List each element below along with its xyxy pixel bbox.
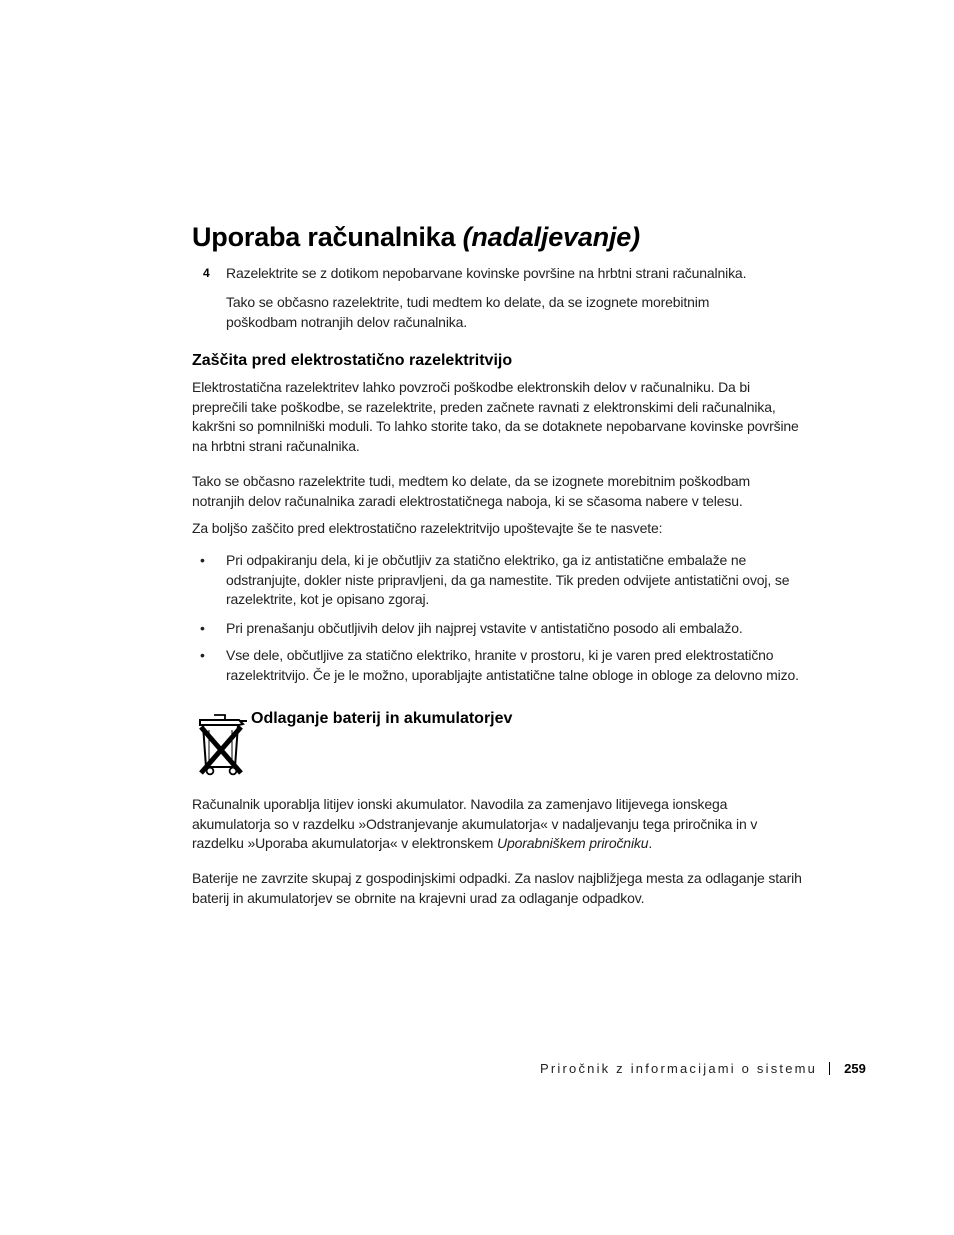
crossed-out-wheelie-bin-icon: [195, 711, 249, 777]
step-number: 4: [203, 266, 210, 280]
page-title-continued: (nadaljevanje): [462, 222, 640, 252]
footer-title: Priročnik z informacijami o sistemu: [540, 1061, 818, 1076]
list-item-text: Vse dele, občutljive za statično elektriko, hranite v prostoru, ki je varen pred elektrostatično razelektritvijo. Če je le možno, uporabljajte antistatične talne obloge in obloge za delovno mizo.: [226, 647, 799, 683]
esd-heading: Zaščita pred elektrostatično razelektritvijo: [192, 352, 513, 369]
esd-paragraph-2: Tako se občasno razelektrite tudi, medtem ko delate, da se izognete morebitnim poškodbam notranjih delov računalnika zaradi elektrostatičnega naboja, ki se sčasoma nabere v telesu.: [192, 473, 750, 509]
esd-paragraph-1: Elektrostatična razelektritev lahko povzroči poškodbe elektronskih delov v računalniku. Da bi preprečili take poškodbe, se razelektrite, preden začnete ravnati z elektronskimi deli računalnika, kakršni so pomnilniški moduli. To lahko storite tako, da se dotaknete nepobarvane kovinske površine na hrbtni strani računalnika.: [192, 379, 799, 454]
user-guide-reference: Uporabniškem priročniku: [497, 835, 649, 851]
page-title: [192, 222, 640, 253]
list-item: [192, 551, 802, 610]
esd-tips-list: [192, 551, 802, 685]
page-footer: [540, 1061, 866, 1076]
battery-paragraph-2: Baterije ne zavrzite skupaj z gospodinjskimi odpadki. Za naslov najbližjega mesta za odlaganje starih baterij in akumulatorjev se obrnite na krajevni urad za odlaganje odpadkov.: [192, 870, 802, 906]
list-item: [192, 646, 802, 685]
step-text: Razelektrite se z dotikom nepobarvane kovinske površine na hrbtni strani računalnika.: [226, 265, 747, 281]
list-item-text: Pri prenašanju občutljivih delov jih najprej vstavite v antistatično posodo ali embalažo.: [226, 619, 743, 636]
bullet-icon: •: [200, 619, 205, 636]
page-number: 259: [844, 1061, 866, 1076]
list-item-text: Pri odpakiranju dela, ki je občutljiv za statično elektriko, ga iz antistatične embalaže ne odstranjujte, dokler niste pripravljeni, da ga namestite. Tik preden odvijete antistatični ovoj, se razelektrite, kot je opisano zgoraj.: [226, 552, 790, 607]
battery-heading: Odlaganje baterij in akumulatorjev: [251, 710, 513, 727]
step-note: Tako se občasno razelektrite, tudi medtem ko delate, da se izognete morebitnim poškodbam notranjih delov računalnika.: [226, 294, 710, 330]
bullet-icon: •: [200, 647, 205, 663]
battery-paragraph-1: [192, 795, 784, 854]
esd-paragraph-3: Za boljšo zaščito pred elektrostatično razelektritvijo upoštevajte še te nasvete:: [192, 520, 663, 536]
list-item: [192, 619, 802, 639]
battery-paragraph-1-start: Računalnik uporablja litijev ionski akumulator. Navodila za zamenjavo litijevega ionskega akumulatorja so v razdelku »Odstranjevanje akumulatorja« v nadaljevanju tega priročnika in v razdelku »Uporaba akumulatorja« v elektronskem: [192, 796, 758, 851]
battery-paragraph-1-end: .: [648, 835, 653, 851]
footer-divider: [829, 1062, 830, 1075]
page-title-main: Uporaba računalnika: [192, 222, 463, 252]
bullet-icon: •: [200, 552, 205, 568]
